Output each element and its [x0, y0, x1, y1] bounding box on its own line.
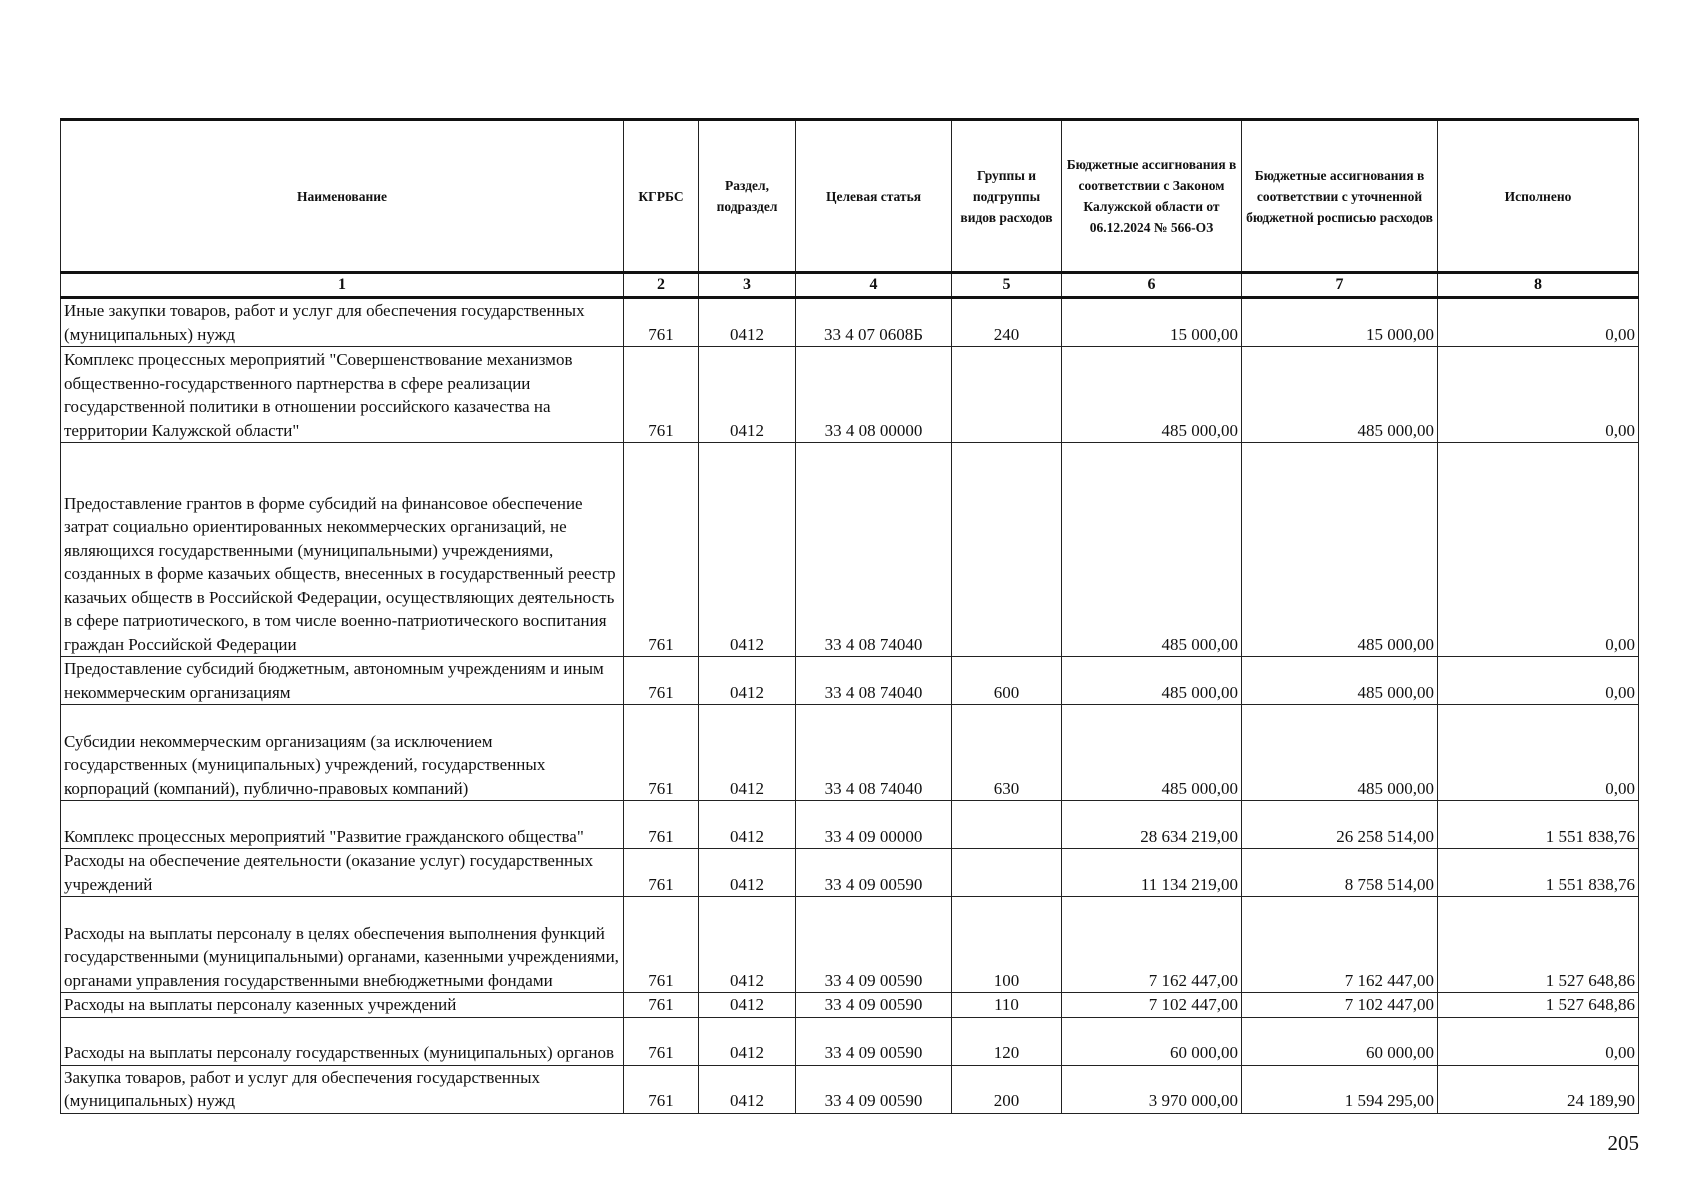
row-group: 240: [952, 298, 1062, 347]
row-done: 1 551 838,76: [1438, 849, 1639, 897]
row-target: 33 4 09 00590: [796, 1017, 952, 1065]
row-section: 0412: [699, 1017, 796, 1065]
row-name: Расходы на выплаты персоналу государственных (муниципальных) органов: [61, 1017, 624, 1065]
header-done: Исполнено: [1438, 120, 1639, 273]
header-row: [61, 120, 1639, 273]
row-done: 1 551 838,76: [1438, 801, 1639, 849]
row-target: 33 4 09 00000: [796, 801, 952, 849]
table-row: [61, 993, 1639, 1018]
row-refined: 8 758 514,00: [1242, 849, 1438, 897]
row-refined: 15 000,00: [1242, 298, 1438, 347]
budget-table: [60, 118, 1639, 1114]
row-name: Субсидии некоммерческим организациям (за исключением государственных (муниципальных) учреждений, государственных корпораций (компаний), публично-правовых компаний): [61, 705, 624, 801]
row-refined: 7 162 447,00: [1242, 897, 1438, 993]
row-kgrbs: 761: [624, 443, 699, 657]
row-kgrbs: 761: [624, 347, 699, 443]
row-done: 0,00: [1438, 298, 1639, 347]
column-number: 6: [1062, 273, 1242, 298]
row-law: 485 000,00: [1062, 705, 1242, 801]
row-kgrbs: 761: [624, 897, 699, 993]
row-refined: 485 000,00: [1242, 705, 1438, 801]
row-law: 15 000,00: [1062, 298, 1242, 347]
row-kgrbs: 761: [624, 705, 699, 801]
row-section: 0412: [699, 298, 796, 347]
row-target: 33 4 09 00590: [796, 1065, 952, 1113]
row-section: 0412: [699, 801, 796, 849]
row-law: 485 000,00: [1062, 443, 1242, 657]
row-kgrbs: 761: [624, 298, 699, 347]
row-group: 110: [952, 993, 1062, 1018]
row-group: 200: [952, 1065, 1062, 1113]
row-name: Иные закупки товаров, работ и услуг для обеспечения государственных (муниципальных) нужд: [61, 298, 624, 347]
row-section: 0412: [699, 443, 796, 657]
row-group: [952, 443, 1062, 657]
column-number: 2: [624, 273, 699, 298]
table-row: [61, 1017, 1639, 1065]
row-refined: 485 000,00: [1242, 443, 1438, 657]
column-number: 8: [1438, 273, 1639, 298]
row-name: Комплекс процессных мероприятий "Развитие гражданского общества": [61, 801, 624, 849]
row-law: 60 000,00: [1062, 1017, 1242, 1065]
row-refined: 485 000,00: [1242, 657, 1438, 705]
header-kgrbs: КГРБС: [624, 120, 699, 273]
row-name: Расходы на выплаты персоналу казенных учреждений: [61, 993, 624, 1018]
row-kgrbs: 761: [624, 801, 699, 849]
row-name: Расходы на выплаты персоналу в целях обеспечения выполнения функций государственными (муниципальными) органами, казенными учреждениями, органами управления государственными внебюджетными фондами: [61, 897, 624, 993]
row-done: 1 527 648,86: [1438, 993, 1639, 1018]
row-target: 33 4 09 00590: [796, 897, 952, 993]
row-kgrbs: 761: [624, 657, 699, 705]
column-number: 5: [952, 273, 1062, 298]
row-target: 33 4 09 00590: [796, 993, 952, 1018]
table-row: [61, 897, 1639, 993]
row-target: 33 4 08 00000: [796, 347, 952, 443]
row-law: 3 970 000,00: [1062, 1065, 1242, 1113]
table-row: [61, 298, 1639, 347]
row-refined: 485 000,00: [1242, 347, 1438, 443]
row-done: 0,00: [1438, 705, 1639, 801]
row-law: 7 102 447,00: [1062, 993, 1242, 1018]
row-law: 7 162 447,00: [1062, 897, 1242, 993]
row-target: 33 4 07 0608Б: [796, 298, 952, 347]
row-name: Закупка товаров, работ и услуг для обеспечения государственных (муниципальных) нужд: [61, 1065, 624, 1113]
row-kgrbs: 761: [624, 993, 699, 1018]
row-section: 0412: [699, 347, 796, 443]
row-section: 0412: [699, 993, 796, 1018]
row-target: 33 4 08 74040: [796, 443, 952, 657]
row-name: Комплекс процессных мероприятий "Совершенствование механизмов общественно-государственного партнерства в сфере реализации государственной политики в отношении российского казачества на территории Калужской области": [61, 347, 624, 443]
row-done: 0,00: [1438, 1017, 1639, 1065]
row-name: Расходы на обеспечение деятельности (оказание услуг) государственных учреждений: [61, 849, 624, 897]
header-target: Целевая статья: [796, 120, 952, 273]
row-group: [952, 347, 1062, 443]
row-done: 0,00: [1438, 657, 1639, 705]
row-law: 485 000,00: [1062, 657, 1242, 705]
row-section: 0412: [699, 705, 796, 801]
row-refined: 7 102 447,00: [1242, 993, 1438, 1018]
row-target: 33 4 08 74040: [796, 705, 952, 801]
row-group: 100: [952, 897, 1062, 993]
row-done: 24 189,90: [1438, 1065, 1639, 1113]
row-done: 0,00: [1438, 347, 1639, 443]
row-refined: 26 258 514,00: [1242, 801, 1438, 849]
row-law: 485 000,00: [1062, 347, 1242, 443]
table-row: [61, 347, 1639, 443]
table-row: [61, 1065, 1639, 1113]
row-kgrbs: 761: [624, 1065, 699, 1113]
header-section: Раздел, подраздел: [699, 120, 796, 273]
row-kgrbs: 761: [624, 1017, 699, 1065]
table-row: [61, 849, 1639, 897]
column-number: 7: [1242, 273, 1438, 298]
row-target: 33 4 09 00590: [796, 849, 952, 897]
row-group: [952, 849, 1062, 897]
row-section: 0412: [699, 657, 796, 705]
header-group: Группы и подгруппы видов расходов: [952, 120, 1062, 273]
column-number: 1: [61, 273, 624, 298]
row-law: 28 634 219,00: [1062, 801, 1242, 849]
table-row: [61, 801, 1639, 849]
header-law: Бюджетные ассигнования в соответствии с Законом Калужской области от 06.12.2024 № 566-ОЗ: [1062, 120, 1242, 273]
table-row: [61, 657, 1639, 705]
table-row: [61, 443, 1639, 657]
table-row: [61, 705, 1639, 801]
row-law: 11 134 219,00: [1062, 849, 1242, 897]
row-done: 1 527 648,86: [1438, 897, 1639, 993]
column-number: 3: [699, 273, 796, 298]
row-refined: 1 594 295,00: [1242, 1065, 1438, 1113]
row-name: Предоставление субсидий бюджетным, автономным учреждениям и иным некоммерческим организациям: [61, 657, 624, 705]
row-refined: 60 000,00: [1242, 1017, 1438, 1065]
row-group: 600: [952, 657, 1062, 705]
row-name: Предоставление грантов в форме субсидий на финансовое обеспечение затрат социально ориентированных некоммерческих организаций, не являющихся государственными (муниципальными) учреждениями, созданных в форме казачьих обществ, внесенных в государственный реестр казачьих обществ в Российской Федерации, осуществляющих деятельность в сфере патриотического, в том числе военно-патриотического воспитания граждан Российской Федерации: [61, 443, 624, 657]
header-refined: Бюджетные ассигнования в соответствии с уточненной бюджетной росписью расходов: [1242, 120, 1438, 273]
column-number-row: [61, 273, 1639, 298]
row-group: 120: [952, 1017, 1062, 1065]
row-section: 0412: [699, 897, 796, 993]
row-group: [952, 801, 1062, 849]
row-kgrbs: 761: [624, 849, 699, 897]
row-section: 0412: [699, 849, 796, 897]
row-target: 33 4 08 74040: [796, 657, 952, 705]
page-number: 205: [1607, 1131, 1639, 1155]
row-group: 630: [952, 705, 1062, 801]
row-section: 0412: [699, 1065, 796, 1113]
row-done: 0,00: [1438, 443, 1639, 657]
column-number: 4: [796, 273, 952, 298]
header-name: Наименование: [61, 120, 624, 273]
